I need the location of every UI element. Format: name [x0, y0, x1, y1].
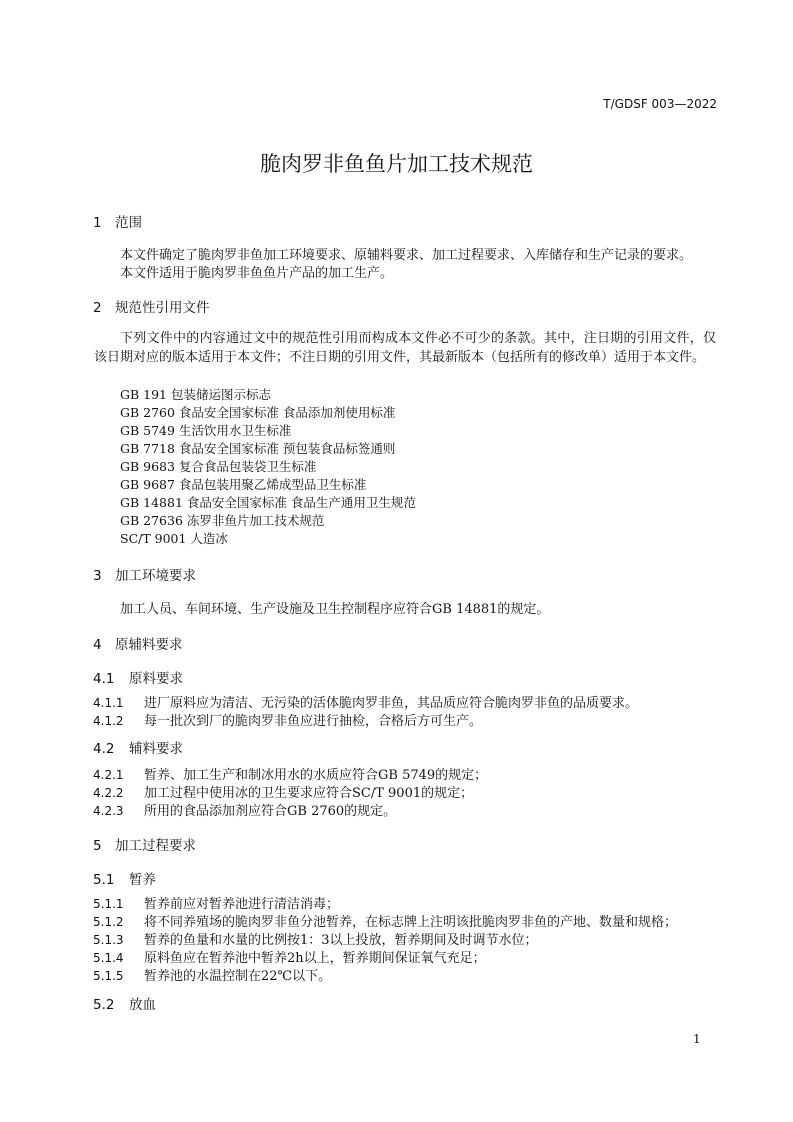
reference-item: GB 27636 冻罗非鱼片加工技术规范 [120, 513, 325, 528]
page-number: 1 [693, 1032, 701, 1046]
reference-item: GB 14881 食品安全国家标准 食品生产通用卫生规范 [120, 495, 416, 510]
section-1-heading [93, 211, 142, 231]
clause-number: 5.1.1 [93, 897, 124, 911]
reference-item: GB 9683 复合食品包装袋卫生标准 [120, 459, 317, 474]
reference-item: GB 2760 食品安全国家标准 食品添加剂使用标准 [120, 405, 396, 420]
clause-text: 所用的食品添加剂应符合GB 2760的规定。 [144, 804, 397, 819]
paragraph: 下列文件中的内容通过文中的规范性引用而构成本文件必不可少的条款。其中，注日期的引用文件，仅该日期对应的版本适用于本文件；不注日期的引用文件，其最新版本（包括所有的修改单）适用于本文件。 [94, 331, 716, 365]
clause-item [93, 692, 638, 711]
clause-text: 暂养、加工生产和制冰用水的水质应符合GB 5749的规定； [144, 768, 488, 783]
clause-number: 4.2.1 [93, 768, 124, 782]
clause-item [93, 710, 482, 729]
clause-number: 4.2.2 [93, 786, 124, 800]
clause-text: 暂养的鱼量和水量的比例按1：3以上投放，暂养期间及时调节水位； [144, 933, 538, 948]
clause-item [93, 893, 339, 912]
clause-text: 原料鱼应在暂养池中暂养2h以上，暂养期间保证氧气充足； [144, 951, 486, 966]
clause-text: 暂养池的水温控制在22℃以下。 [144, 969, 332, 984]
subsection-4-1-heading [93, 667, 183, 687]
section-5-heading [93, 834, 196, 854]
clause-text: 暂养前应对暂养池进行清洁消毒； [144, 897, 340, 912]
reference-item: GB 5749 生活饮用水卫生标准 [120, 423, 292, 438]
section-number: 3 [93, 568, 102, 584]
section-number: 4.2 [93, 741, 115, 757]
section-title: 加工过程要求 [115, 838, 196, 854]
paragraph: 本文件确定了脆肉罗非鱼加工环境要求、原辅料要求、加工过程要求、入库储存和生产记录的要求。 [120, 248, 693, 263]
clause-text: 进厂原料应为清洁、无污染的活体脆肉罗非鱼，其品质应符合脆肉罗非鱼的品质要求。 [144, 696, 639, 711]
section-title: 原辅料要求 [115, 637, 183, 653]
clause-item [93, 800, 396, 819]
clause-text: 每一批次到厂的脆肉罗非鱼应进行抽检，合格后方可生产。 [144, 714, 483, 729]
clause-number: 5.1.2 [93, 915, 124, 929]
clause-item [93, 911, 677, 930]
clause-text: 将不同养殖场的脆肉罗非鱼分池暂养，在标志牌上注明该批脆肉罗非鱼的产地、数量和规格； [144, 915, 678, 930]
document-code: T/GDSF 003—2022 [603, 97, 717, 111]
section-title: 范围 [115, 215, 142, 231]
subsection-5-2-heading [93, 993, 156, 1013]
section-title: 规范性引用文件 [115, 300, 210, 316]
section-2-heading [93, 296, 210, 316]
clause-item [93, 929, 538, 948]
clause-number: 5.1.4 [93, 951, 124, 965]
section-number: 5.2 [93, 997, 115, 1013]
reference-item: GB 9687 食品包装用聚乙烯成型品卫生标准 [120, 477, 367, 492]
subsection-5-1-heading [93, 868, 156, 888]
reference-item: GB 7718 食品安全国家标准 预包装食品标签通则 [120, 441, 396, 456]
section-title: 辅料要求 [129, 741, 183, 757]
clause-number: 5.1.5 [93, 969, 124, 983]
clause-item [93, 764, 487, 783]
section-number: 1 [93, 215, 102, 231]
section-number: 4 [93, 637, 102, 653]
section-title: 加工环境要求 [115, 568, 196, 584]
paragraph: 本文件适用于脆肉罗非鱼鱼片产品的加工生产。 [120, 266, 394, 281]
clause-item [93, 782, 473, 801]
clause-item [93, 947, 486, 966]
clause-number: 4.1.1 [93, 696, 124, 710]
clause-number: 4.2.3 [93, 804, 124, 818]
clause-text: 加工过程中使用冰的卫生要求应符合SC/T 9001的规定； [144, 786, 474, 801]
reference-item: GB 191 包装储运图示标志 [120, 387, 271, 402]
clause-number: 4.1.2 [93, 714, 124, 728]
subsection-4-2-heading [93, 737, 183, 757]
clause-item [93, 965, 331, 984]
section-title: 原料要求 [129, 671, 183, 687]
section-number: 4.1 [93, 671, 115, 687]
clause-number: 5.1.3 [93, 933, 124, 947]
section-3-heading [93, 564, 196, 584]
paragraph: 加工人员、车间环境、生产设施及卫生控制程序应符合GB 14881的规定。 [120, 602, 550, 617]
section-4-heading [93, 633, 183, 653]
section-number: 2 [93, 300, 102, 316]
section-title: 放血 [129, 997, 156, 1013]
reference-item: SC/T 9001 人造冰 [120, 531, 228, 546]
section-number: 5.1 [93, 872, 115, 888]
section-number: 5 [93, 838, 102, 854]
section-title: 暂养 [129, 872, 156, 888]
document-title: 脆肉罗非鱼鱼片加工技术规范 [260, 152, 533, 176]
